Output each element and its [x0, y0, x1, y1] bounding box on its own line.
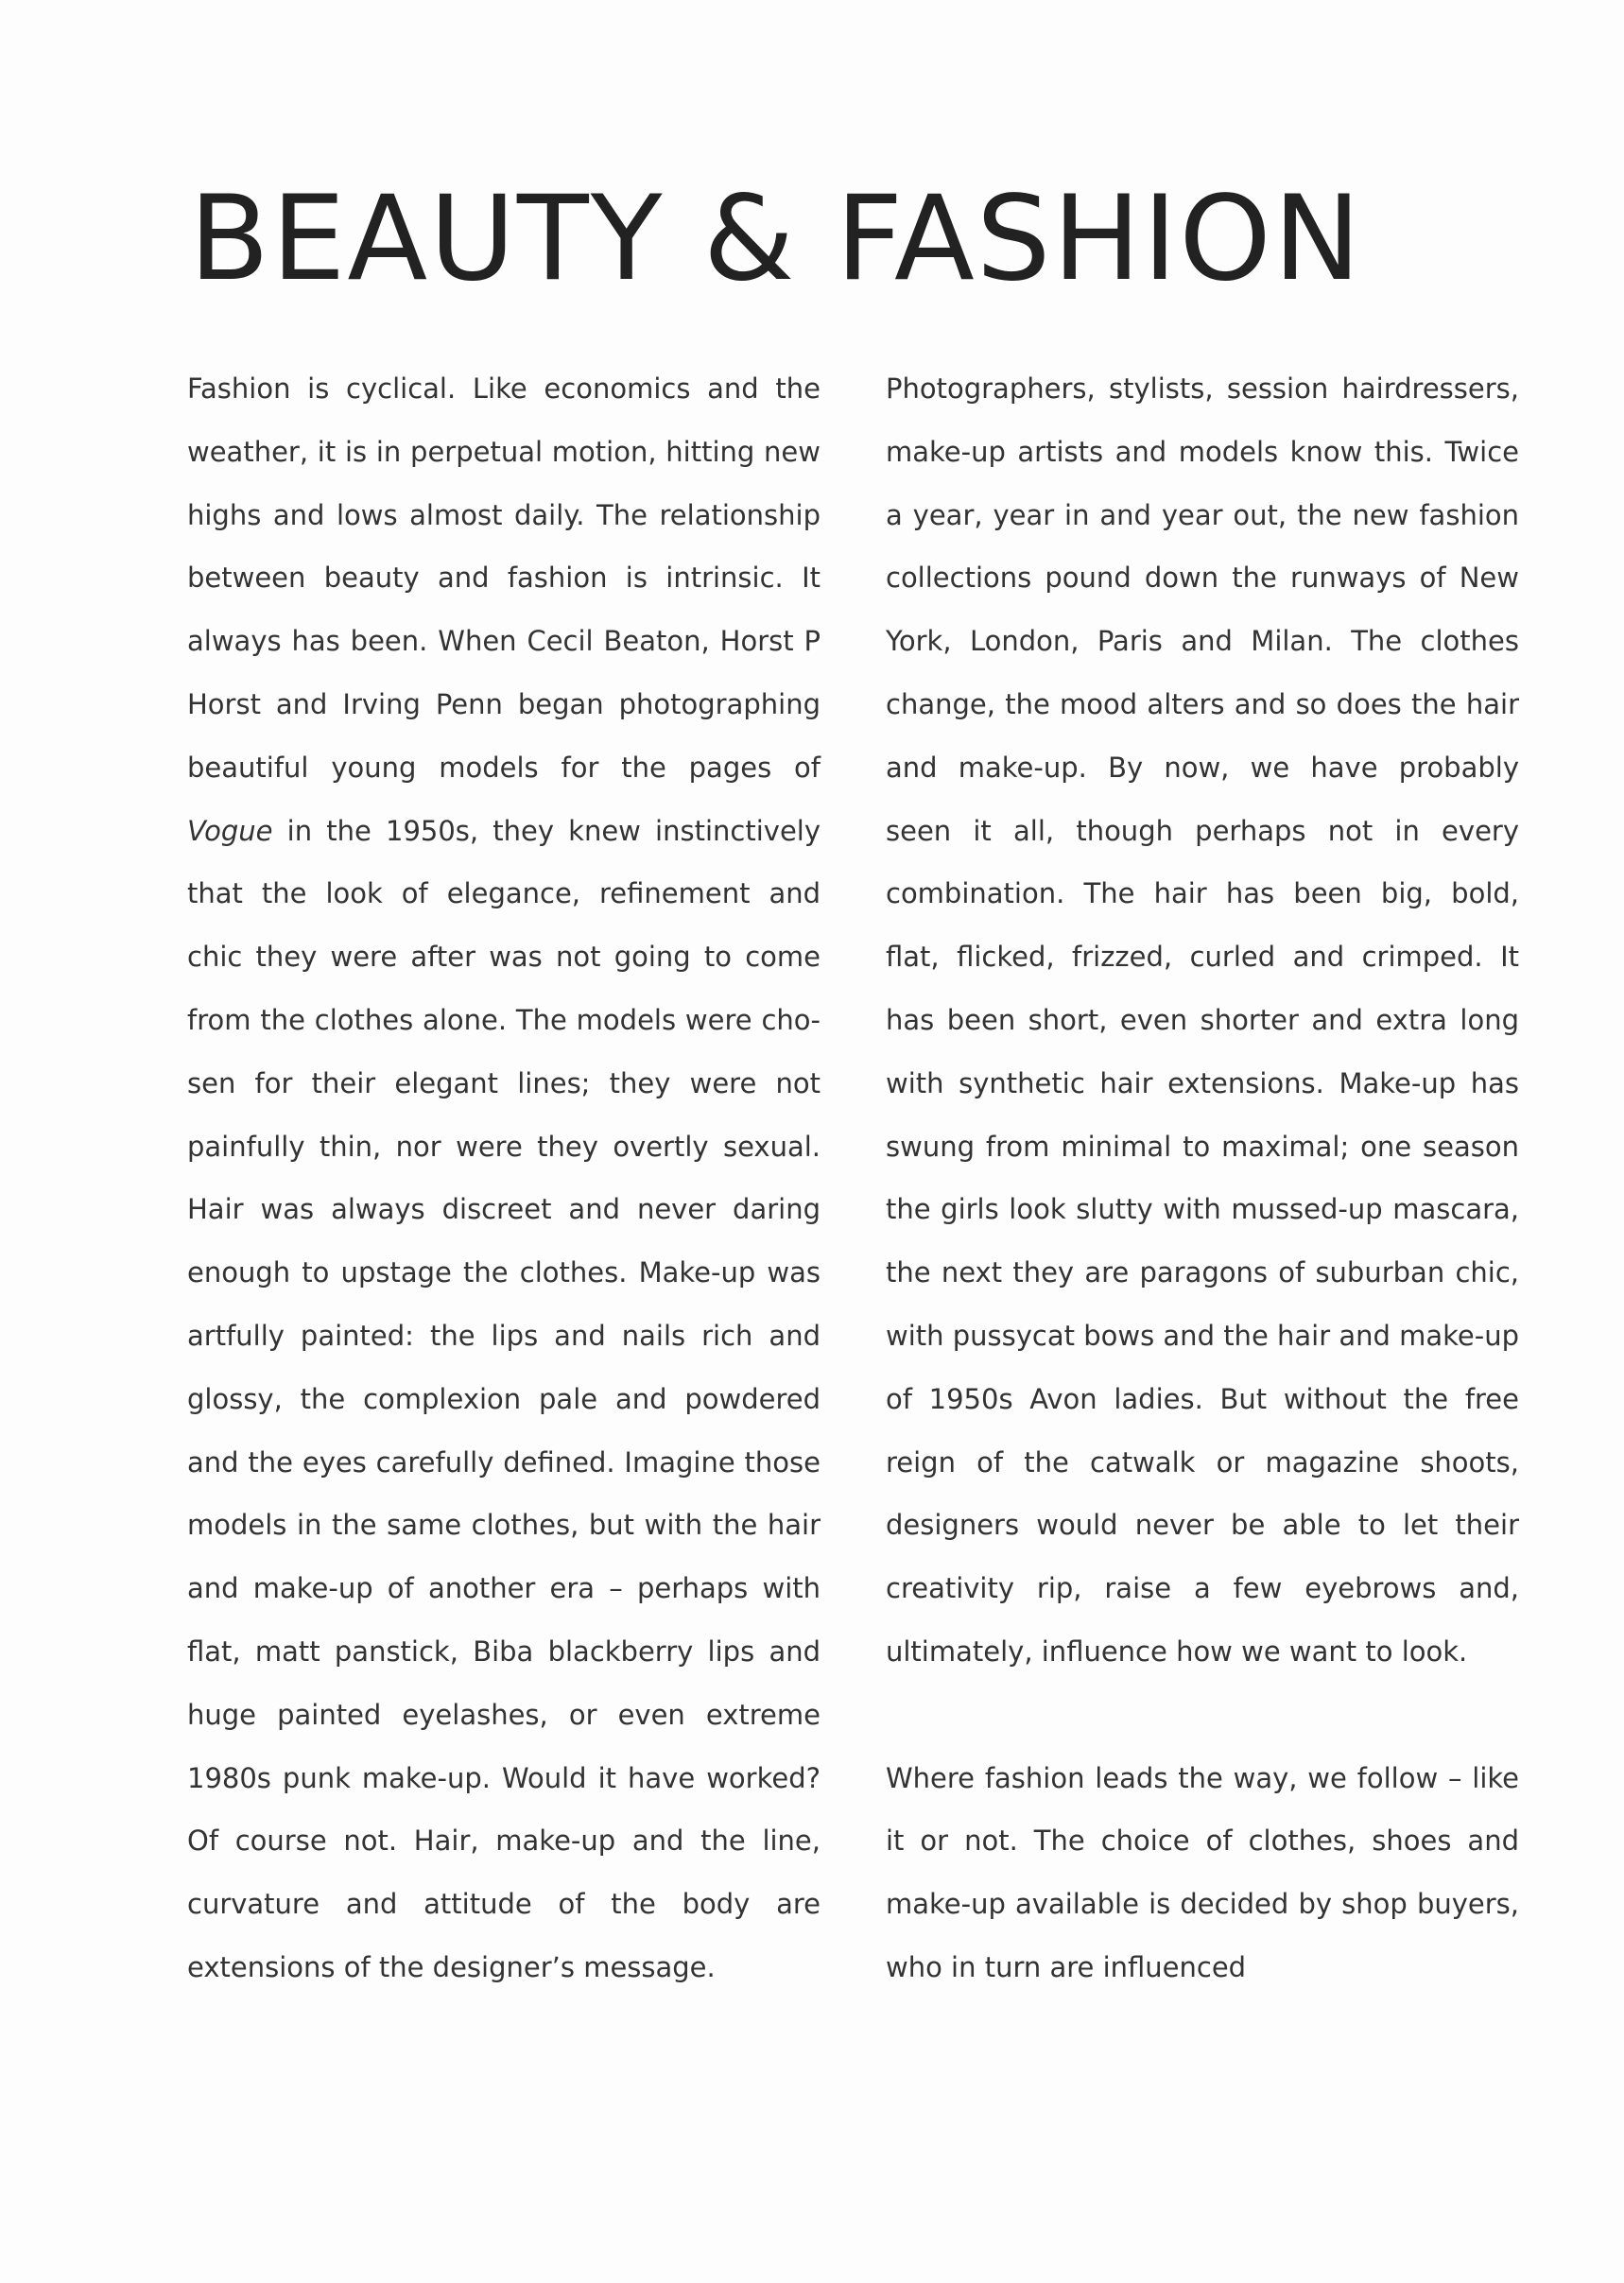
- text-column-left: [187, 357, 821, 1999]
- text-column-right: [886, 357, 1519, 1999]
- page-title: BEAUTY & FASHION: [189, 171, 1363, 307]
- paragraph-text: in the 1950s, they knew instinctively that the look of elegance, refinement and chic they were after was not going to come from the clothes alone. The models were chosen for their elegant lines; they were not painfully thin, nor were they overtly sexual. Hair was always discreet and never daring enough to upstage the clothes. Make-up was artfully painted: the lips and nails rich and glossy, the complexion pale and powdered and the eyes carefully defined. Imagine those models in the same clothes, but with the hair and make-up of another era – perhaps with flat, matt panstick, Biba blackberry lips and huge painted eyelashes, or even extreme 1980s punk make-up. Would it have worked? Of course not. Hair, make-up and the line, curvature and attitude of the body are extensions of the designer’s message.: [187, 814, 821, 1983]
- magazine-title: Vogue: [187, 814, 273, 847]
- body-paragraph: [187, 357, 821, 1999]
- body-paragraph: Photographers, stylists, session hairdressers, make-up artists and models know this. Twice a year, year in and year out, the new fashion collections pound down the runways of New York, London, Paris and Milan. The clothes change, the mood alters and so does the hair and make-up. By now, we have probably seen it all, though perhaps not in every combination. The hair has been big, bold, flat, flicked, frizzed, curled and crimped. It has been short, even shorter and extra long with synthetic hair extensions. Make-up has swung from minimal to maximal; one season the girls look slutty with mussed-up mascara, the next they are paragons of suburban chic, with pussycat bows and the hair and make-up of 1950s Avon ladies. But without the free reign of the catwalk or magazine shoots, designers would never be able to let their creativity rip, raise a few eyebrows and, ultimately, influence how we want to look.: [886, 372, 1520, 1668]
- paragraph-text: Fashion is cyclical. Like economics and the weather, it is in perpetual motion, hitting new highs and lows almost daily. The relationship between beauty and fashion is intrinsic. It always has been. When Cecil Beaton, Horst P Horst and Irving Penn began photographing beautiful young models for the pages of: [187, 372, 821, 784]
- body-paragraph: Where fashion leads the way, we follow – like it or not. The choice of clothes, shoes and make-up available is decided by shop buyers, who in turn are influenced: [886, 1761, 1519, 1983]
